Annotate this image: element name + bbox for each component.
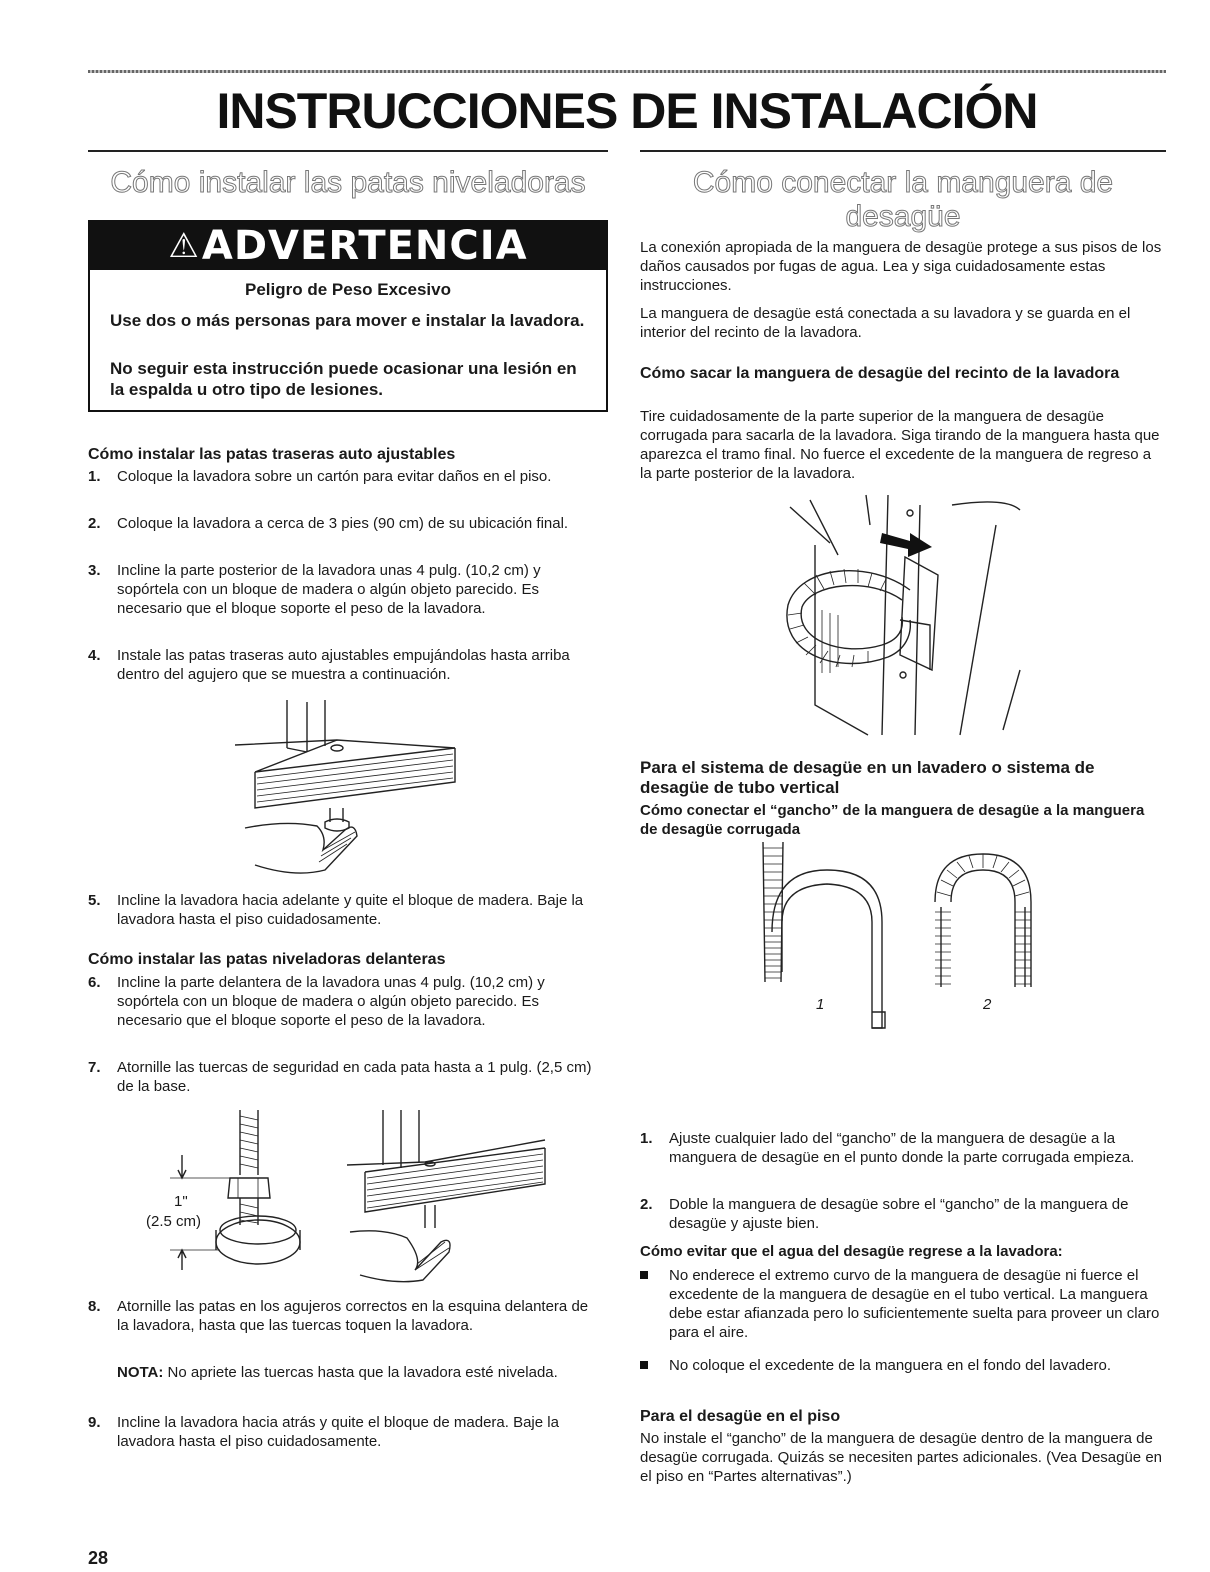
top-rule: [88, 70, 1166, 73]
bullet-item: No enderece el extremo curvo de la manguera de desagüe ni fuerce el excedente de la manguera de desagüe en el tubo vertical. La manguera debe estar afianzada pero lo suficientemente suelta para proveer un claro para el aire.: [640, 1266, 1160, 1342]
step-9: 9. Incline la lavadora hacia atrás y quite el bloque de madera. Baje la lavadora hasta el piso cuidadosamente.: [88, 1414, 559, 1450]
bullet-square-icon: [640, 1361, 648, 1369]
warning-box: [88, 220, 608, 412]
dimension-cm: (2.5 cm): [146, 1213, 202, 1230]
rear-leg-illustration: [225, 700, 475, 875]
step-7: 7. Atornille las tuercas de seguridad en cada pata hasta a 1 pulg. (2,5 cm) de la base.: [88, 1059, 592, 1095]
right-rule: [640, 150, 1166, 152]
section-title-leveling-legs: Cómo instalar las patas niveladoras: [110, 166, 586, 199]
section-title-drain-hose: Cómo conectar la manguera de desagüe: [692, 166, 1114, 233]
hook-heading: Cómo conectar el “gancho” de la manguera de desagüe a la manguera de desagüe corrugada: [640, 802, 1145, 838]
figure-label-2: 2: [983, 996, 992, 1013]
step-5: 5. Incline la lavadora hacia adelante y quite el bloque de madera. Baje la lavadora hasta el piso cuidadosamente.: [88, 892, 584, 928]
page-number: 28: [88, 1548, 109, 1568]
step-6: 6. Incline la parte delantera de la lavadora unas 4 pulg. (10,2 cm) y sopórtela con un bloque de madera o algún objeto parecido. Es necesario que el bloque soporte el peso de la lavadora.: [88, 974, 545, 1029]
intro-paragraph-2: La manguera de desagüe está conectada a su lavadora y se guarda en el interior del recinto de la lavadora.: [640, 305, 1131, 341]
warning-heading: Peligro de Peso Excesivo: [245, 280, 451, 299]
warning-text-1: Use dos o más personas para mover e instalar la lavadora.: [110, 311, 585, 330]
step-2: 2. Coloque la lavadora a cerca de 3 pies (90 cm) de su ubicación final.: [88, 515, 569, 532]
step-3: 3. Incline la parte posterior de la lavadora unas 4 pulg. (10,2 cm) y sopórtela con un bloque de madera o algún objeto parecido. Es necesario que el bloque soporte el peso de la lavadora.: [88, 562, 541, 617]
hose-step-2: 2. Doble la manguera de desagüe sobre el “gancho” de la manguera de desagüe y ajuste bien.: [640, 1196, 1129, 1232]
step-4: 4. Instale las patas traseras auto ajustables empujándolas hasta arriba dentro del agujero que se muestra a continuación.: [88, 647, 570, 683]
warning-banner: [90, 222, 606, 270]
dimension-inches: 1": [174, 1193, 188, 1210]
backflow-heading: Cómo evitar que el agua del desagüe regrese a la lavadora:: [640, 1243, 1063, 1260]
note-label: NOTA:: [117, 1364, 164, 1381]
remove-hose-text: Tire cuidadosamente de la parte superior de la manguera de desagüe corrugada para sacarla de la lavadora. Siga tirando de la manguera hasta que aparezca el tramo final. No fuerce el excedente de la manguera de regreso a la parte posterior de la lavadora.: [640, 408, 1160, 482]
figure-label-1: 1: [816, 996, 825, 1013]
hose-step-1: 1. Ajuste cualquier lado del “gancho” de la manguera de desagüe a la manguera de desagüe en el punto donde la parte corrugada empieza.: [640, 1130, 1135, 1166]
intro-paragraph-1: La conexión apropiada de la manguera de desagüe protege a sus pisos de los daños causados por fugas de agua. Lea y siga cuidadosamente estas instrucciones.: [640, 239, 1162, 294]
bullet-square-icon: [640, 1271, 648, 1279]
remove-hose-heading: Cómo sacar la manguera de desagüe del recinto de la lavadora: [640, 365, 1120, 382]
leveling-leg-illustration: [140, 1110, 320, 1280]
warning-label: ADVERTENCIA: [201, 223, 528, 269]
front-legs-heading: Cómo instalar las patas niveladoras delanteras: [88, 951, 446, 968]
hose-hook-illustration: [745, 842, 1055, 992]
page-title: INSTRUCCIONES DE INSTALACIÓN: [216, 83, 1038, 139]
warning-triangle-icon: ⚠: [168, 226, 200, 266]
front-leg-illustration: [345, 1110, 555, 1285]
rear-legs-heading: Cómo instalar las patas traseras auto ajustables: [88, 446, 456, 463]
step-1: 1. Coloque la lavadora sobre un cartón para evitar daños en el piso.: [88, 468, 552, 485]
standpipe-heading: Para el sistema de desagüe en un lavadero o sistema de desagüe de tubo vertical: [640, 758, 1095, 797]
warning-text-2: No seguir esta instrucción puede ocasionar una lesión en la espalda u otro tipo de lesiones.: [110, 359, 577, 399]
drain-hose-cabinet-illustration: [770, 495, 1030, 745]
step-8: 8. Atornille las patas en los agujeros correctos en la esquina delantera de la lavadora, hasta que las tuercas toquen la lavadora.: [88, 1298, 589, 1334]
floor-drain-text: No instale el “gancho” de la manguera de desagüe dentro de la manguera de desagüe corrugada. Quizás se necesiten partes adicionales. (Vea Desagüe en el piso en “Partes alternativas”.): [640, 1430, 1163, 1485]
floor-drain-heading: Para el desagüe en el piso: [640, 1408, 841, 1425]
bullet-item: No coloque el excedente de la manguera en el fondo del lavadero.: [640, 1356, 1160, 1375]
note-text: NOTA: No apriete las tuercas hasta que la lavadora esté nivelada.: [117, 1364, 558, 1381]
left-rule: [88, 150, 608, 152]
